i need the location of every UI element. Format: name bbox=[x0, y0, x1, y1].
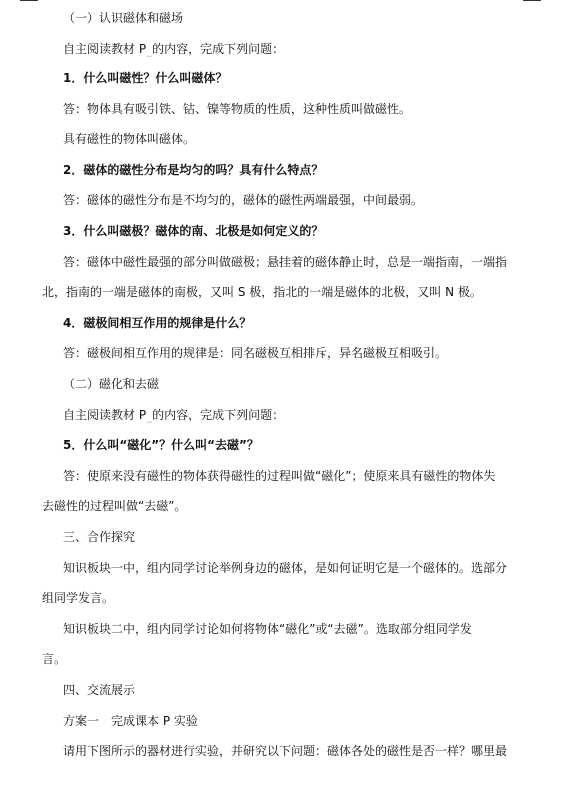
answer-5: 答：使原来没有磁性的物体获得磁性的过程叫做“磁化”；使原来具有磁性的物体失 bbox=[63, 469, 496, 483]
question-1: 1．什么叫磁性？什么叫磁体？ bbox=[63, 71, 228, 85]
answer-4: 答：磁极间相互作用的规律是：同名磁极互相排斥，异名磁极互相吸引。 bbox=[63, 346, 448, 360]
question-3: 3．什么叫磁极？磁体的南、北极是如何定义的？ bbox=[63, 224, 324, 238]
question-2: 2．磁体的磁性分布是均匀的吗？具有什么特点？ bbox=[63, 163, 324, 177]
section-heading-magnets: （一）认识磁体和磁场 bbox=[63, 11, 184, 25]
reading-instruction-1 bbox=[63, 41, 284, 63]
question-4: 4．磁极间相互作用的规律是什么？ bbox=[63, 316, 252, 330]
cooperative-paragraph-2-continued: 言。 bbox=[42, 652, 67, 666]
plan-one-title: 方案一 完成课本 P 实验 bbox=[63, 714, 198, 728]
answer-1: 答：物体具有吸引铁、钴、镍等物质的性质，这种性质叫做磁性。 bbox=[63, 102, 412, 116]
section-heading-cooperative: 三、合作探究 bbox=[63, 530, 136, 544]
cooperative-paragraph-2: 知识板块二中，组内同学讨论如何将物体“磁化”或“去磁”。选取部分组同学发 bbox=[63, 622, 472, 636]
answer-2: 答：磁体的磁性分布是不均匀的，磁体的磁性两端最强，中间最弱。 bbox=[63, 193, 424, 207]
reading-instruction-suffix: 的内容，完成下列问题： bbox=[152, 408, 285, 422]
reading-instruction-suffix: 的内容，完成下列问题： bbox=[152, 42, 285, 56]
reading-instruction-2 bbox=[63, 407, 284, 429]
page-ref-subscript: … bbox=[146, 51, 153, 59]
question-5: 5．什么叫“磁化”？什么叫“去磁”？ bbox=[63, 438, 259, 452]
section-heading-magnetization: （二）磁化和去磁 bbox=[63, 377, 160, 391]
page-corner-mark-right bbox=[523, 0, 541, 1]
page-corner-mark-left bbox=[20, 0, 38, 1]
answer-5-continued: 去磁性的过程叫做“去磁”。 bbox=[42, 499, 187, 513]
answer-1-continued: 具有磁性的物体叫磁体。 bbox=[63, 132, 196, 146]
page-ref-subscript: … bbox=[146, 417, 153, 425]
reading-instruction-prefix: 自主阅读教材 P bbox=[63, 42, 147, 56]
answer-3: 答：磁体中磁性最强的部分叫做磁极；悬挂着的磁体静止时，总是一端指南，一端指 bbox=[63, 255, 508, 269]
reading-instruction-prefix: 自主阅读教材 P bbox=[63, 408, 147, 422]
cooperative-paragraph-1: 知识板块一中，组内同学讨论举例身边的磁体，是如何证明它是一个磁体的。选部分 bbox=[63, 561, 508, 575]
cooperative-paragraph-1-continued: 组同学发言。 bbox=[42, 591, 115, 605]
plan-one-instruction: 请用下图所示的器材进行实验，并研究以下问题：磁体各处的磁性是否一样？哪里最 bbox=[63, 744, 508, 758]
answer-3-continued: 北，指南的一端是磁体的南极，又叫 S 极，指北的一端是磁体的北极，又叫 N 极。 bbox=[42, 285, 482, 299]
section-heading-presentation: 四、交流展示 bbox=[63, 683, 136, 697]
